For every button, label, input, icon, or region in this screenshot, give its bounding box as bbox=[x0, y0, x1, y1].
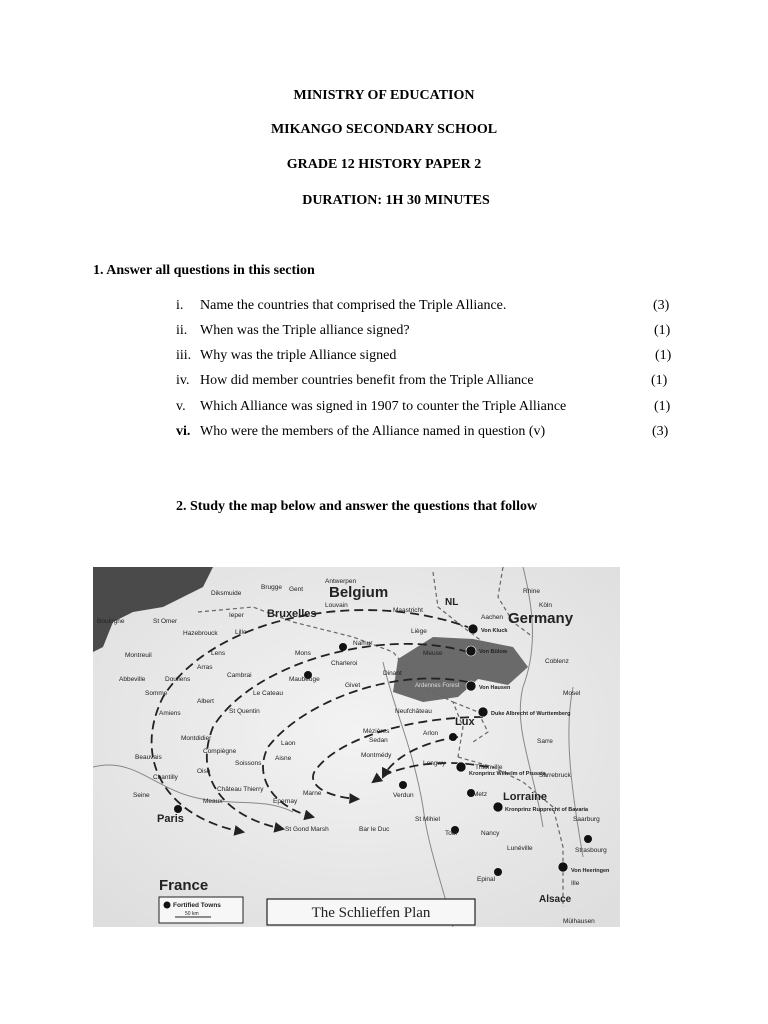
city-amiens: Amiens bbox=[159, 710, 181, 717]
city-hazebrouck: Hazebrouck bbox=[183, 630, 218, 637]
city-cambrai: Cambrai bbox=[227, 672, 252, 679]
city-montmedy: Montmédy bbox=[361, 752, 392, 759]
legend-fort-icon bbox=[164, 902, 171, 909]
city-ieper: Ieper bbox=[229, 612, 244, 619]
label-belgium: Belgium bbox=[329, 584, 389, 601]
army-bulow-label: Von Bülow bbox=[479, 649, 508, 655]
question-text: Name the countries that comprised the Triple Alliance. bbox=[200, 298, 507, 313]
question-number: vi. bbox=[176, 424, 191, 439]
city-chateauthierry: Château Thierry bbox=[217, 786, 264, 793]
city-stgond: St Gond Marsh bbox=[285, 826, 329, 833]
ministry-title: MINISTRY OF EDUCATION bbox=[293, 88, 475, 103]
city-soissons: Soissons bbox=[235, 760, 262, 767]
label-lux: Lux bbox=[455, 716, 475, 728]
question-marks: (3) bbox=[653, 298, 670, 313]
city-coblenz: Coblenz bbox=[545, 658, 569, 665]
city-muelhausen: Mülhausen bbox=[563, 918, 595, 925]
label-france: France bbox=[159, 877, 209, 894]
city-neufchateau: Neufchâteau bbox=[395, 708, 432, 715]
city-verdun: Verdun bbox=[393, 792, 414, 799]
city-sarrebruck: Sarrebruck bbox=[539, 772, 571, 779]
question-number: v. bbox=[176, 399, 186, 414]
city-diksmuide: Diksmuide bbox=[211, 590, 242, 597]
city-meaux: Meaux bbox=[203, 798, 223, 805]
army-albrecht-marker bbox=[478, 707, 488, 717]
question-text: Which Alliance was signed in 1907 to counter the Triple Alliance bbox=[200, 399, 567, 414]
label-alsace: Alsace bbox=[539, 894, 572, 905]
question-item bbox=[176, 298, 676, 318]
question-text: Why was the triple Alliance signed bbox=[200, 348, 397, 363]
section2-heading: 2. Study the map below and answer the questions that follow bbox=[176, 499, 538, 514]
city-boulogne: Boulogne bbox=[97, 618, 125, 625]
city-somme: Somme bbox=[145, 690, 168, 697]
city-lens: Lens bbox=[211, 650, 226, 657]
question-number: iii. bbox=[176, 348, 192, 363]
city-epinal: Epinal bbox=[477, 876, 496, 883]
city-mons: Mons bbox=[295, 650, 311, 657]
city-rhine: Rhine bbox=[523, 588, 540, 595]
army-rupprecht-label: Kronprinz Rupprecht of Bavaria bbox=[505, 807, 589, 813]
army-albrecht-label: Duke Albrecht of Wurttemberg bbox=[491, 711, 571, 717]
question-item bbox=[176, 373, 676, 393]
city-luneville: Lunéville bbox=[507, 845, 533, 852]
fort-sedan bbox=[449, 733, 457, 741]
army-heeringen-marker bbox=[558, 862, 568, 872]
question-number: iv. bbox=[176, 373, 190, 388]
question-number: ii. bbox=[176, 323, 188, 338]
question-number: i. bbox=[176, 298, 184, 313]
city-stomer: St Omer bbox=[153, 618, 178, 625]
city-abbeville: Abbeville bbox=[119, 676, 146, 683]
army-wilhelm-label: Kronprinz Wilhelm of Prussia bbox=[469, 771, 546, 777]
fort-epinal bbox=[494, 868, 502, 876]
city-stquentin: St Quentin bbox=[229, 708, 260, 715]
city-metz: Metz bbox=[473, 791, 488, 798]
fort-verdun bbox=[399, 781, 407, 789]
city-brugge: Brugge bbox=[261, 584, 282, 591]
duration: DURATION: 1H 30 MINUTES bbox=[302, 193, 490, 208]
school-name: MIKANGO SECONDARY SCHOOL bbox=[270, 122, 498, 137]
question-item bbox=[176, 424, 676, 444]
fort-paris bbox=[174, 805, 182, 813]
question-marks: (1) bbox=[654, 323, 671, 338]
question-text: Who were the members of the Alliance named in question (v) bbox=[200, 424, 546, 439]
city-beauvais: Beauvais bbox=[135, 754, 162, 761]
question-text: How did member countries benefit from the Triple Alliance bbox=[200, 373, 534, 388]
question-marks: (3) bbox=[652, 424, 669, 439]
city-aachen: Aachen bbox=[481, 614, 504, 621]
city-sarre: Sarre bbox=[537, 738, 553, 745]
question-marks: (1) bbox=[655, 348, 672, 363]
legend-box bbox=[159, 897, 243, 923]
army-rupprecht-marker bbox=[493, 802, 503, 812]
city-maastricht: Maastricht bbox=[393, 607, 423, 614]
city-montreuil: Montreuil bbox=[125, 652, 152, 659]
label-forest: Ardennes Forest bbox=[415, 683, 460, 689]
label-germany: Germany bbox=[508, 610, 574, 627]
city-marne: Marne bbox=[303, 790, 322, 797]
city-laon: Laon bbox=[281, 740, 296, 747]
city-bruxelles: Bruxelles bbox=[267, 608, 317, 620]
city-dinant: Dinant bbox=[383, 670, 402, 677]
army-bulow-marker bbox=[466, 646, 476, 656]
legend-label: Fortified Towns bbox=[173, 902, 221, 909]
army-hausen-marker bbox=[466, 681, 476, 691]
city-ille: Ille bbox=[571, 880, 580, 887]
city-arras: Arras bbox=[197, 664, 213, 671]
paper-title: GRADE 12 HISTORY PAPER 2 bbox=[286, 157, 482, 172]
city-montdidier: Montdidier bbox=[181, 735, 212, 742]
city-antwerpen: Antwerpen bbox=[325, 578, 357, 585]
map-title: The Schlieffen Plan bbox=[311, 905, 431, 921]
city-nancy: Nancy bbox=[481, 830, 500, 837]
question-item bbox=[176, 348, 676, 368]
army-kluck-label: Von Kluck bbox=[481, 628, 508, 634]
scale-label: 50 km bbox=[185, 911, 199, 917]
army-kluck-marker bbox=[468, 624, 478, 634]
question-item bbox=[176, 399, 676, 419]
fort-strasbourg bbox=[584, 835, 592, 843]
army-wilhelm-marker bbox=[456, 762, 466, 772]
army-hausen-label: Von Hausen bbox=[479, 685, 511, 691]
schlieffen-plan-map bbox=[93, 567, 620, 927]
city-arlon: Arlon bbox=[423, 730, 439, 737]
city-toul: Toul bbox=[445, 830, 457, 837]
label-nl: NL bbox=[445, 597, 459, 608]
map-title-box bbox=[267, 899, 475, 925]
label-lorraine: Lorraine bbox=[503, 791, 548, 803]
city-mezieres: Mézières bbox=[363, 728, 390, 735]
city-aisne: Aisne bbox=[275, 755, 292, 762]
city-saarburg: Saarburg bbox=[573, 816, 600, 823]
city-gent: Gent bbox=[289, 586, 304, 593]
question-marks: (1) bbox=[654, 399, 671, 414]
city-louvain: Louvain bbox=[325, 602, 348, 609]
city-lecateau: Le Cateau bbox=[253, 690, 283, 697]
section1-heading: 1. Answer all questions in this section bbox=[93, 263, 315, 278]
city-maubeuge: Maubeuge bbox=[289, 676, 320, 683]
city-paris: Paris bbox=[157, 813, 184, 825]
question-item bbox=[176, 323, 676, 343]
city-mosel: Mosel bbox=[563, 690, 581, 697]
city-givet: Givet bbox=[345, 682, 361, 689]
city-chantilly: Chantilly bbox=[153, 774, 178, 781]
city-barleduc: Bar le Duc bbox=[359, 826, 390, 833]
city-namur: Namur bbox=[353, 640, 373, 647]
city-seine: Seine bbox=[133, 792, 150, 799]
map-legend bbox=[159, 897, 243, 923]
city-sedan: Sedan bbox=[369, 737, 388, 744]
city-compiegne: Compiègne bbox=[203, 748, 237, 755]
army-heeringen-label: Von Heeringen bbox=[571, 868, 610, 874]
question-marks: (1) bbox=[651, 373, 668, 388]
question-text: When was the Triple alliance signed? bbox=[200, 323, 410, 338]
city-meuse: Meuse bbox=[423, 650, 443, 657]
fort-namur bbox=[339, 643, 347, 651]
city-doullens: Doullens bbox=[165, 676, 191, 683]
city-strasbourg: Strasbourg bbox=[575, 847, 607, 854]
city-lille: Lille bbox=[235, 629, 247, 636]
city-albert: Albert bbox=[197, 698, 214, 705]
city-liege: Liège bbox=[411, 628, 427, 635]
city-stmihiel: St Mihiel bbox=[415, 816, 440, 823]
city-epernay: Epernay bbox=[273, 798, 298, 805]
city-thionville: Thionville bbox=[475, 764, 503, 771]
city-oise: Oise bbox=[197, 768, 211, 775]
city-longwy: Longwy bbox=[423, 760, 446, 767]
city-charleroi: Charleroi bbox=[331, 660, 358, 667]
city-koln: Köln bbox=[539, 602, 553, 609]
